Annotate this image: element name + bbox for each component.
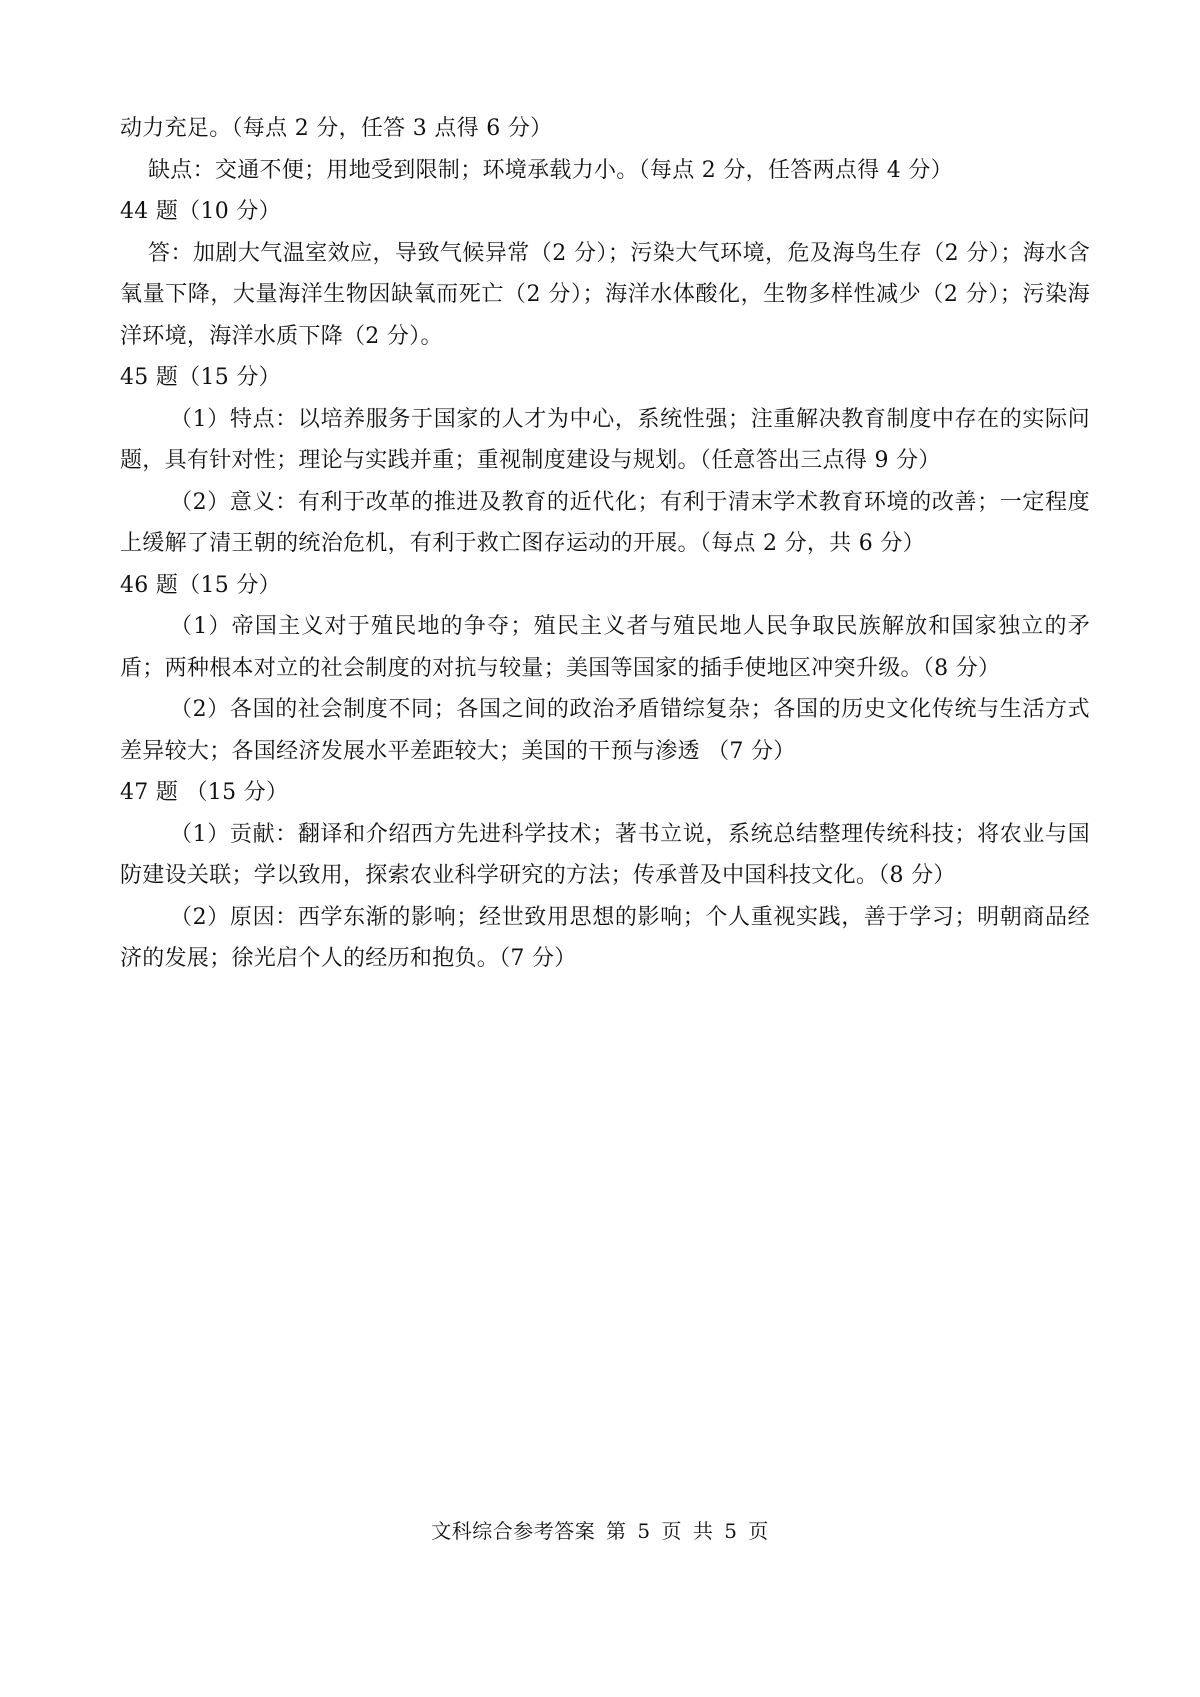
- answer-continuation: 动力充足。（每点 2 分，任答 3 点得 6 分）: [120, 116, 553, 141]
- question-47-part-1: （1）贡献：翻译和介绍西方先进科学技术；著书立说，系统总结整理传统科技；将农业与国防建设关联；学以致用，探索农业科学研究的方法；传承普及中国科技文化。（8 分）: [120, 821, 1090, 888]
- page-footer: 文科综合参考答案 第 5 页 共 5 页: [431, 1519, 769, 1543]
- question-45-heading: 45 题（15 分）: [120, 365, 281, 390]
- answer-disadvantages: 缺点：交通不便；用地受到限制；环境承载力小。（每点 2 分，任答两点得 4 分）: [148, 157, 953, 183]
- question-46-part-1: （1）帝国主义对于殖民地的争夺；殖民主义者与殖民地人民争取民族解放和国家独立的矛盾；两种根本对立的社会制度的对抗与较量；美国等国家的插手使地区冲突升级。（8 分）: [120, 614, 1090, 681]
- question-47-heading: 47 题 （15 分）: [120, 780, 289, 805]
- question-46-heading: 46 题（15 分）: [120, 572, 281, 598]
- question-45-part-1: （1）特点：以培养服务于国家的人才为中心，系统性强；注重解决教育制度中存在的实际问题，具有针对性；理论与实践并重；重视制度建设与规划。（任意答出三点得 9 分）: [120, 406, 1090, 473]
- question-44-heading: 44 题（10 分）: [120, 199, 281, 224]
- question-47-part-2: （2）原因：西学东渐的影响；经世致用思想的影响；个人重视实践，善于学习；明朝商品经济的发展；徐光启个人的经历和抱负。（7 分）: [120, 904, 1090, 971]
- question-44-answer: 答：加剧大气温室效应，导致气候异常（2 分）；污染大气环境，危及海鸟生存（2 分）；海水含氧量下降，大量海洋生物因缺氧而死亡（2 分）；海洋水体酸化，生物多样性减少（2 分）；污染海洋环境，海洋水质下降（2 分）。: [120, 240, 1090, 349]
- question-46-part-2: （2）各国的社会制度不同；各国之间的政治矛盾错综复杂；各国的历史文化传统与生活方式差异较大；各国经济发展水平差距较大；美国的干预与渗透 （7 分）: [120, 697, 1090, 764]
- question-45-part-2: （2）意义：有利于改革的推进及教育的近代化；有利于清末学术教育环境的改善；一定程度上缓解了清王朝的统治危机，有利于救亡图存运动的开展。（每点 2 分，共 6 分）: [120, 489, 1090, 556]
- answer-key-body: [120, 108, 1090, 980]
